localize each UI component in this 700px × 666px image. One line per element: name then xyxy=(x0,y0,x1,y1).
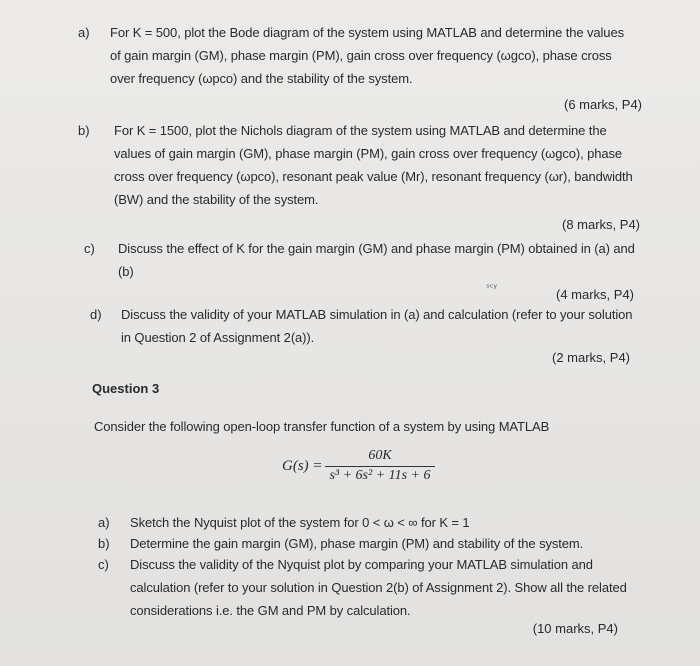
part-d-line-1: Discuss the validity of your MATLAB simulation in (a) and calculation (refer to your solution xyxy=(121,307,633,322)
q3-item-c-text xyxy=(130,553,627,622)
part-a-text xyxy=(110,21,624,90)
part-c-line-1: Discuss the effect of K for the gain margin (GM) and phase margin (PM) obtained in (a) and xyxy=(118,241,635,256)
part-b-marks: (8 marks, P4) xyxy=(561,217,640,232)
part-a-label: a) xyxy=(78,25,90,40)
q3-item-b-text: Determine the gain margin (GM), phase margin (PM) and stability of the system. xyxy=(130,536,584,551)
part-a-line-1: For K = 500, plot the Bode diagram of the system using MATLAB and determine the values xyxy=(110,25,624,40)
part-a-line-3: over frequency (ωpco) and the stability of the system. xyxy=(110,71,413,86)
tf-numerator: 60K xyxy=(368,448,392,463)
tf-denominator: s³ + 6s² + 11s + 6 xyxy=(329,468,431,483)
part-c-label: c) xyxy=(84,241,95,256)
tf-lhs: G(s) = xyxy=(282,458,323,474)
part-b-text xyxy=(114,119,633,211)
q3-item-c-label: c) xyxy=(98,557,109,572)
question-3-heading: Question 3 xyxy=(92,381,160,396)
part-b-line-3: cross over frequency (ωpco), resonant peak value (Mr), resonant frequency (ωr), bandwidth xyxy=(114,169,633,184)
q3-item-a-label: a) xyxy=(98,515,110,530)
part-c-marks: (4 marks, P4) xyxy=(555,287,634,302)
part-d-label: d) xyxy=(90,307,102,322)
part-b-line-2: values of gain margin (GM), phase margin (PM), gain cross over frequency (ωgco), phase xyxy=(114,146,623,161)
transfer-function-fraction xyxy=(325,448,435,484)
part-d-marks: (2 marks, P4) xyxy=(551,350,630,365)
q3-item-c-line-2: calculation (refer to your solution in Question 2(b) of Assignment 2). Show all the related xyxy=(130,580,627,595)
q3-item-a-text: Sketch the Nyquist plot of the system for 0 < ω < ∞ for K = 1 xyxy=(130,515,470,530)
part-d-line-2: in Question 2 of Assignment 2(a)). xyxy=(121,330,315,345)
q3-item-c-line-1: Discuss the validity of the Nyquist plot by comparing your MATLAB simulation and xyxy=(130,557,593,572)
part-b-line-1: For K = 1500, plot the Nichols diagram of the system using MATLAB and determine the xyxy=(114,123,607,138)
q3-item-b-label: b) xyxy=(98,536,110,551)
stray-mark-icon: ˢᶜʸ xyxy=(486,283,498,294)
part-a-line-2: of gain margin (GM), phase margin (PM), gain cross over frequency (ωgco), phase cross xyxy=(110,48,612,63)
question-3-marks: (10 marks, P4) xyxy=(532,621,618,636)
q3-item-c-line-3: considerations i.e. the GM and PM by calculation. xyxy=(130,603,411,618)
part-b-label: b) xyxy=(78,123,90,138)
part-c-line-2: (b) xyxy=(118,264,134,279)
part-b-line-4: (BW) and the stability of the system. xyxy=(114,192,319,207)
question-3-intro: Consider the following open-loop transfer function of a system by using MATLAB xyxy=(94,419,550,434)
part-a-marks: (6 marks, P4) xyxy=(563,97,642,112)
part-d-text xyxy=(121,303,632,349)
part-c-text xyxy=(118,237,635,283)
